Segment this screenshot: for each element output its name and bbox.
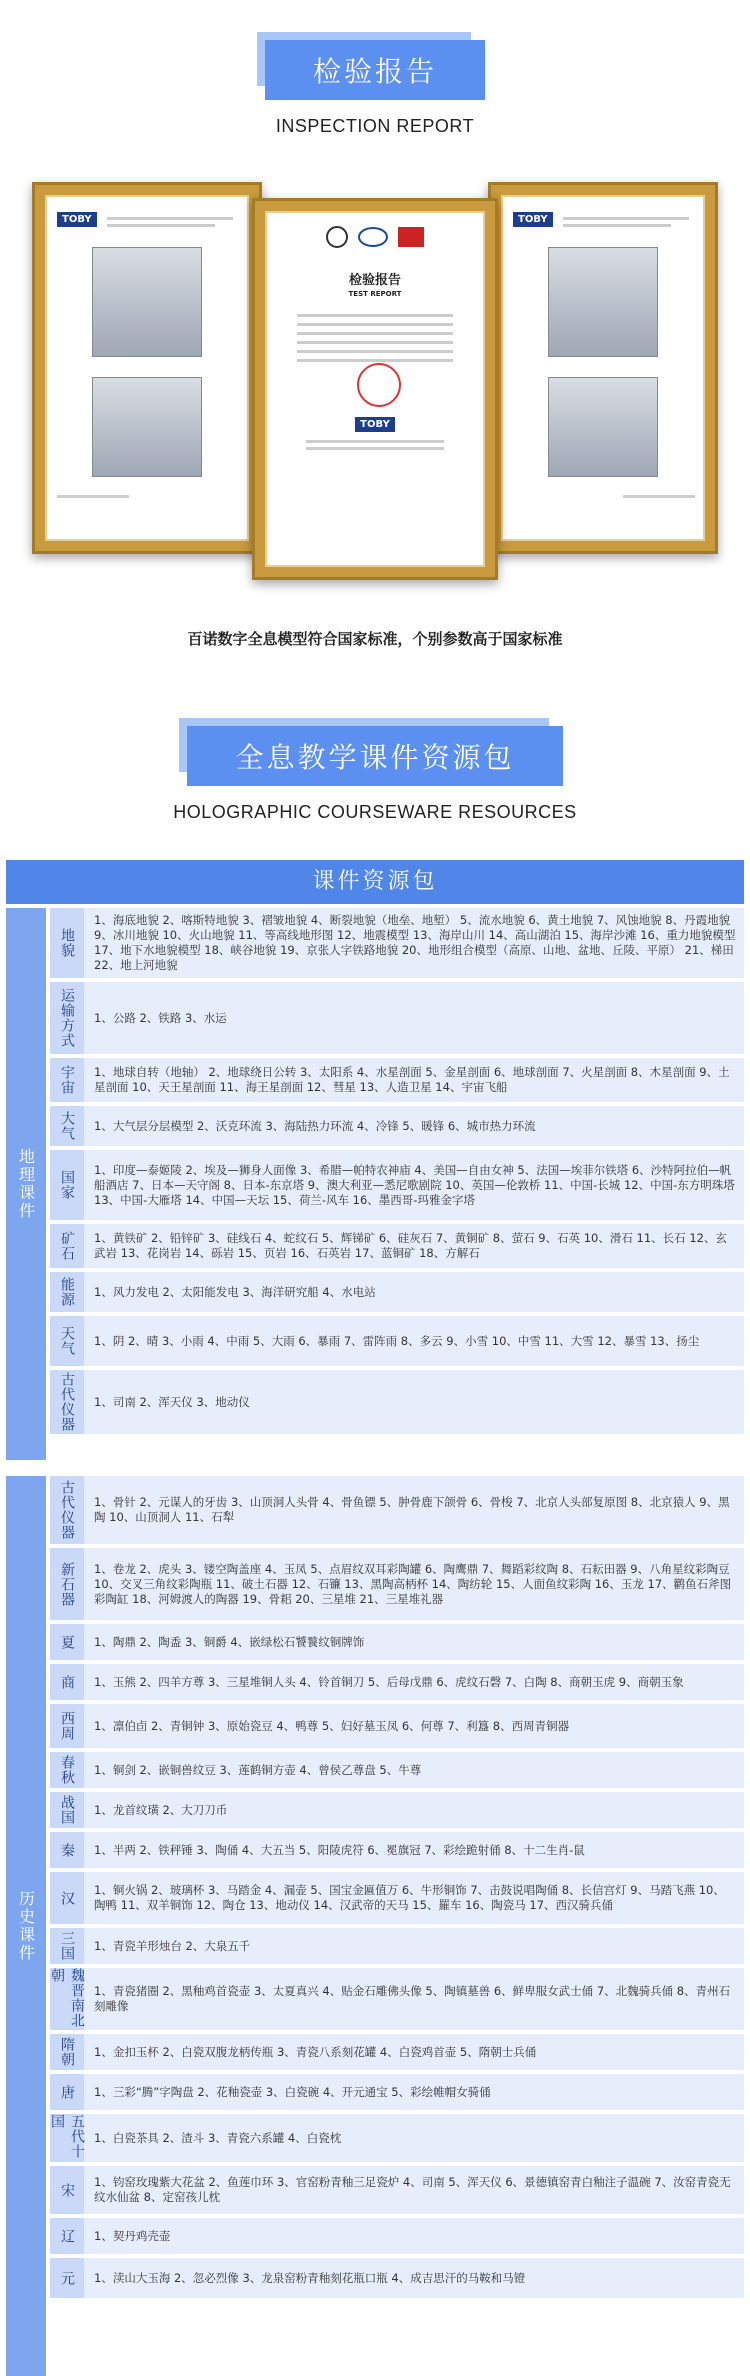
brand-logo: TOBY — [355, 417, 395, 432]
row-category: 五代十国 — [50, 2114, 84, 2162]
table-row — [50, 1872, 744, 1924]
row-content: 1、契丹鸡壳壶 — [94, 2228, 171, 2243]
row-content: 1、三彩“腾”字陶盘 2、花釉瓷壶 3、白瓷碗 4、开元通宝 5、彩绘帷帽女骑俑 — [94, 2084, 491, 2099]
certificate-left — [32, 182, 262, 554]
table-row — [50, 2034, 744, 2070]
table-row — [50, 1968, 744, 2030]
row-content: 1、印度—泰姬陵 2、埃及—狮身人面像 3、希腊—帕特农神庙 4、美国—自由女神 5、法国—埃菲尔铁塔 6、沙特阿拉伯—帆船酒店 7、日本—天守阁 8、日本-东京塔 9、澳大利亚—悉尼歌剧院 10、英国—伦敦桥 11、中国-长城 12、中国-东方明珠塔 13、中国-大雁塔 14、中国—天坛 15、荷兰-风车 16、墨西哥-玛雅金字塔 — [94, 1162, 735, 1207]
inspection-subtitle: INSPECTION REPORT — [275, 116, 475, 136]
table-row — [50, 1624, 744, 1660]
row-content: 1、风力发电 2、太阳能发电 3、海洋研究船 4、水电站 — [94, 1284, 376, 1299]
table-row — [50, 1058, 744, 1102]
row-category: 西周 — [50, 1704, 84, 1748]
row-content: 1、铜剑 2、嵌铜兽纹豆 3、莲鹤铜方壶 4、曾侯乙尊盘 5、牛尊 — [94, 1762, 422, 1777]
table-header: 课件资源包 — [6, 860, 744, 904]
row-content: 1、渎山大玉海 2、忽必烈像 3、龙泉窑粉青釉刻花瓶口瓶 4、成吉思汗的马鞍和马镫 — [94, 2270, 526, 2285]
red-stamp — [357, 363, 401, 407]
row-category: 辽 — [50, 2218, 84, 2254]
row-content: 1、青瓷猪圈 2、黑釉鸡首瓷壶 3、太夏真兴 4、贴金石雕佛头像 5、陶镇墓兽 6、鲜卑服女武士俑 7、北魏骑兵俑 8、青州石刻雕像 — [94, 1984, 731, 2013]
row-content: 1、地球自转（地轴） 2、地球绕日公转 3、太阳系 4、水星剖面 5、金星剖面 6、地球剖面 7、火星剖面 8、木星剖面 9、土星剖面 10、天王星剖面 11、海王星剖面 12、彗星 13、人造卫星 14、宇宙飞船 — [94, 1065, 730, 1094]
row-content: 1、阴 2、晴 3、小雨 4、中雨 5、大雨 6、暴雨 7、雷阵雨 8、多云 9、小雪 10、中雪 11、大雪 12、暴雪 13、扬尘 — [94, 1333, 700, 1348]
row-content: 1、凛伯卣 2、青铜钟 3、原始瓷豆 4、鸭尊 5、妇好墓玉凤 6、何尊 7、利簋 8、西周青铜器 — [94, 1718, 570, 1733]
row-content: 1、钧窑玫瑰紫大花盆 2、鱼莲巾环 3、官窑粉青釉三足瓷炉 4、司南 5、浑天仪 6、景德镇窑青白釉注子温碗 7、汝窑青瓷无纹水仙盆 8、定窑孩儿枕 — [94, 2175, 731, 2204]
inspection-header — [0, 40, 750, 137]
table-row — [50, 1316, 744, 1366]
table-row — [50, 1476, 744, 1544]
row-category: 新石器 — [50, 1548, 84, 1620]
certificate-right — [488, 182, 718, 554]
row-content: 1、玉熊 2、四羊方尊 3、三星堆铜人头 4、铃首铜刀 5、后母戊鼎 6、虎纹石磬 7、白陶 8、商朝玉虎 9、商朝玉象 — [94, 1674, 684, 1689]
courseware-title: 全息教学课件资源包 — [187, 726, 562, 786]
brand-logo: TOBY — [57, 212, 97, 227]
row-category: 汉 — [50, 1872, 84, 1924]
cma-icon — [398, 227, 424, 247]
row-category: 隋朝 — [50, 2034, 84, 2070]
table-row — [50, 2114, 744, 2162]
row-category: 夏 — [50, 1624, 84, 1660]
table-row — [50, 1150, 744, 1220]
table-row — [50, 1928, 744, 1964]
product-photo — [92, 377, 202, 477]
row-category: 能源 — [50, 1272, 84, 1312]
table-row — [50, 1752, 744, 1788]
row-content: 1、陶鼎 2、陶盉 3、铜爵 4、嵌绿松石饕餮纹铜牌饰 — [94, 1634, 365, 1649]
history-section — [6, 1476, 744, 2376]
courseware-subtitle: HOLOGRAPHIC COURSEWARE RESOURCES — [173, 802, 577, 822]
brand-logo: TOBY — [513, 212, 553, 227]
row-category: 宇宙 — [50, 1058, 84, 1102]
table-row — [50, 1370, 744, 1434]
row-category: 古代仪器 — [50, 1370, 84, 1434]
inspection-title: 检验报告 — [265, 40, 485, 100]
row-content: 1、司南 2、浑天仪 3、地动仪 — [94, 1394, 250, 1409]
row-category: 古代仪器 — [50, 1476, 84, 1544]
table-row — [50, 1664, 744, 1700]
product-photo — [548, 377, 658, 477]
row-category: 元 — [50, 2258, 84, 2298]
certificate-center — [252, 198, 498, 580]
table-row — [50, 2166, 744, 2214]
row-content: 1、黄铁矿 2、铅锌矿 3、硅线石 4、蛇纹石 5、辉锑矿 6、硅灰石 7、黄铜矿 8、萤石 9、石英 10、滑石 11、长石 12、玄武岩 13、花岗岩 14、砾岩 15、页岩 16、石英岩 17、蓝铜矿 18、方解石 — [94, 1231, 727, 1260]
row-content: 1、大气层分层模型 2、沃克环流 3、海陆热力环流 4、冷锋 5、暖锋 6、城市热力环流 — [94, 1118, 536, 1133]
courseware-header — [0, 726, 750, 823]
row-category: 战国 — [50, 1792, 84, 1828]
row-category: 春秋 — [50, 1752, 84, 1788]
row-category: 运输方式 — [50, 982, 84, 1054]
row-category: 商 — [50, 1664, 84, 1700]
cnas-icon — [358, 227, 388, 247]
table-row — [50, 1106, 744, 1146]
row-category: 天气 — [50, 1316, 84, 1366]
table-row — [50, 1704, 744, 1748]
row-content: 1、铜火锅 2、玻璃杯 3、马踏金 4、漏壶 5、国宝金匾值万 6、牛形铜饰 7、击鼓说唱陶俑 8、长信宫灯 9、马踏飞燕 10、陶鸭 11、双羊铜饰 12、陶仓 13、地动仪 14、汉武帝的天马 15、羅车 16、陶瓷马 17、西汉骑兵俑 — [94, 1883, 725, 1912]
table-row — [50, 2074, 744, 2110]
geography-section — [6, 908, 744, 1460]
row-category: 矿石 — [50, 1224, 84, 1268]
table-row — [50, 1792, 744, 1828]
row-content: 1、青瓷羊形烛台 2、大泉五千 — [94, 1938, 251, 1953]
report-title: 检验报告 — [348, 273, 401, 288]
row-category: 三国 — [50, 1928, 84, 1964]
table-row — [50, 1224, 744, 1268]
row-content: 1、公路 2、铁路 3、水运 — [94, 1010, 227, 1025]
row-content: 1、骨针 2、元谋人的牙齿 3、山顶洞人头骨 4、骨鱼镖 5、肿骨鹿下颌骨 6、骨梭 7、北京人头部复原图 8、北京猿人 9、黑陶 10、山顶洞人 11、石犁 — [94, 1495, 730, 1524]
table-row — [50, 2258, 744, 2298]
table-row — [50, 1272, 744, 1312]
row-category: 地貌 — [50, 908, 84, 978]
row-category: 宋 — [50, 2166, 84, 2214]
row-content: 1、海底地貌 2、喀斯特地貌 3、褶皱地貌 4、断裂地貌（地垒、地堑） 5、流水地貌 6、黄土地貌 7、风蚀地貌 8、丹霞地貌 9、冰川地貌 10、火山地貌 11、等高线地形图 12、地震模型 13、海岸山川 14、高山湖泊 15、海岸沙滩 16、重力地貌模型 17、地下水地貌模型 18、峡谷地貌 19、京张人字铁路地貌 20、地形组合模型（高原、山地、盆地、丘陵、平原） 21、梯田 22、地上河地貌 — [94, 913, 736, 972]
row-category: 国家 — [50, 1150, 84, 1220]
product-photo — [92, 247, 202, 357]
row-category: 魏晋南北朝 — [49, 1968, 85, 2028]
row-category: 唐 — [50, 2074, 84, 2110]
table-row — [50, 908, 744, 978]
row-content: 1、白瓷茶具 2、渣斗 3、青瓷六系罐 4、白瓷枕 — [94, 2130, 342, 2145]
row-category: 大气 — [50, 1106, 84, 1146]
category-label: 地理课件 — [6, 908, 46, 1460]
row-content: 1、卷龙 2、虎头 3、镂空陶盖座 4、玉凤 5、点眉纹双耳彩陶罐 6、陶鹰鼎 7、舞蹈彩纹陶 8、石耘田器 9、八角星纹彩陶豆 10、交叉三角纹彩陶瓶 11、破土石器 12、石镰 13、黑陶高柄杯 14、陶纺轮 15、人面鱼纹彩陶 16、玉龙 17、鹳鱼石斧图彩陶缸 18、河姆渡人的陶器 19、骨耜 20、三星堆 21、三星堆礼器 — [94, 1561, 732, 1606]
category-label: 历史课件 — [6, 1476, 46, 2376]
table-row — [50, 1548, 744, 1620]
row-content: 1、金扣玉杯 2、白瓷双腹龙柄传瓶 3、青瓷八系刻花罐 4、白瓷鸡首壶 5、隋朝士兵俑 — [94, 2044, 537, 2059]
table-row — [50, 1832, 744, 1868]
seal-icon — [326, 226, 348, 248]
inspection-caption: 百诺数字全息模型符合国家标准，个别参数高于国家标准 — [187, 630, 563, 648]
row-category: 秦 — [50, 1832, 84, 1868]
table-row — [50, 2218, 744, 2254]
report-title-en: TEST REPORT — [348, 290, 402, 298]
row-content: 1、半两 2、铁秤锤 3、陶俑 4、大五当 5、阳陵虎符 6、冕旗冠 7、彩绘跪射俑 8、十二生肖-鼠 — [94, 1842, 585, 1857]
row-content: 1、龙首纹璜 2、大刀刀币 — [94, 1802, 228, 1817]
product-photo — [548, 247, 658, 357]
table-row — [50, 982, 744, 1054]
